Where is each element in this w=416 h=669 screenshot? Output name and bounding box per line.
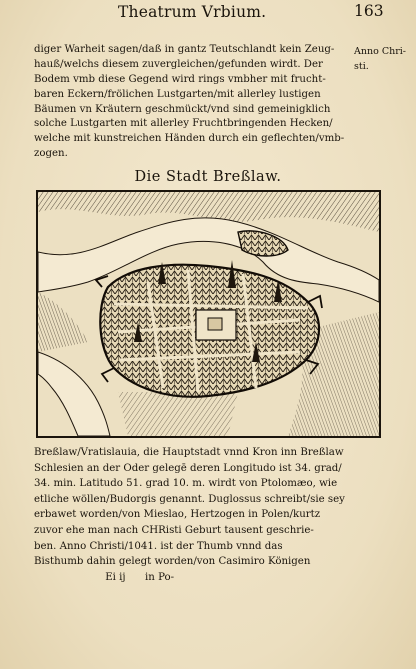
text-line: 34. min. Latitudo 51. grad 10. m. wirdt von Ptolomæo, wie [34, 478, 338, 490]
text-line: zuvor ehe man nach CHRisti Geburt tausent geschrie- [34, 524, 314, 536]
text-line: hauß/welchs diesem zuvergleichen/gefunden wirdt. Der [34, 58, 323, 70]
top-paragraph [34, 43, 346, 162]
text-line: diger Warheit sagen/daß in gantz Teutschlandt kein Zeug- [34, 44, 335, 55]
signature-catchword-line: Ei ij in Po- [34, 571, 175, 583]
bottom-paragraph [34, 445, 346, 585]
text-line: Bäumen vn Kräutern geschmückt/vnd sind gemeinigklich [34, 103, 331, 115]
text-line: welche mit kunstreichen Händen durch ein geflechten/vmb- [34, 133, 345, 145]
woodcut-illustration [38, 192, 379, 436]
text-line: Bodem vmb diese Gegend wird rings vmbher mit frucht- [34, 73, 326, 85]
text-line: solche Lustgarten mit allerley Fruchtbringenden Hecken/ [34, 118, 333, 130]
page-header [0, 2, 416, 24]
text-line: ben. Anno Christi/1041. ist der Thumb vnnd das [34, 540, 283, 552]
text-line: zogen. [34, 148, 68, 160]
text-line: baren Eckern/frölichen Lustgarten/mit allerley lustigen [34, 88, 321, 100]
figure-title: Die Stadt Breßlaw. [134, 169, 282, 185]
city-map-woodcut [36, 190, 381, 438]
running-title: Theatrum Vrbium. [118, 3, 267, 21]
margin-note-line: Anno Chri- [354, 46, 407, 57]
page-number: 163 [354, 2, 384, 20]
text-line: etliche wöllen/Budorgis genannt. Duglossus schreibt/sie sey [34, 493, 345, 505]
text-line: erbawet worden/von Mieslao, Hertzogen in Polen/kurtz [34, 509, 321, 521]
margin-note-line: sti. [354, 60, 369, 72]
text-line: Breßlaw/Vratislauia, die Hauptstadt vnnd Kron inn Breßlaw [34, 447, 344, 458]
text-line: Bisthumb dahin gelegt worden/von Casimiro Königen [34, 556, 311, 568]
text-line: Schlesien an der Oder gelegē deren Longitudo ist 34. grad/ [34, 462, 342, 474]
margin-note [354, 44, 406, 74]
